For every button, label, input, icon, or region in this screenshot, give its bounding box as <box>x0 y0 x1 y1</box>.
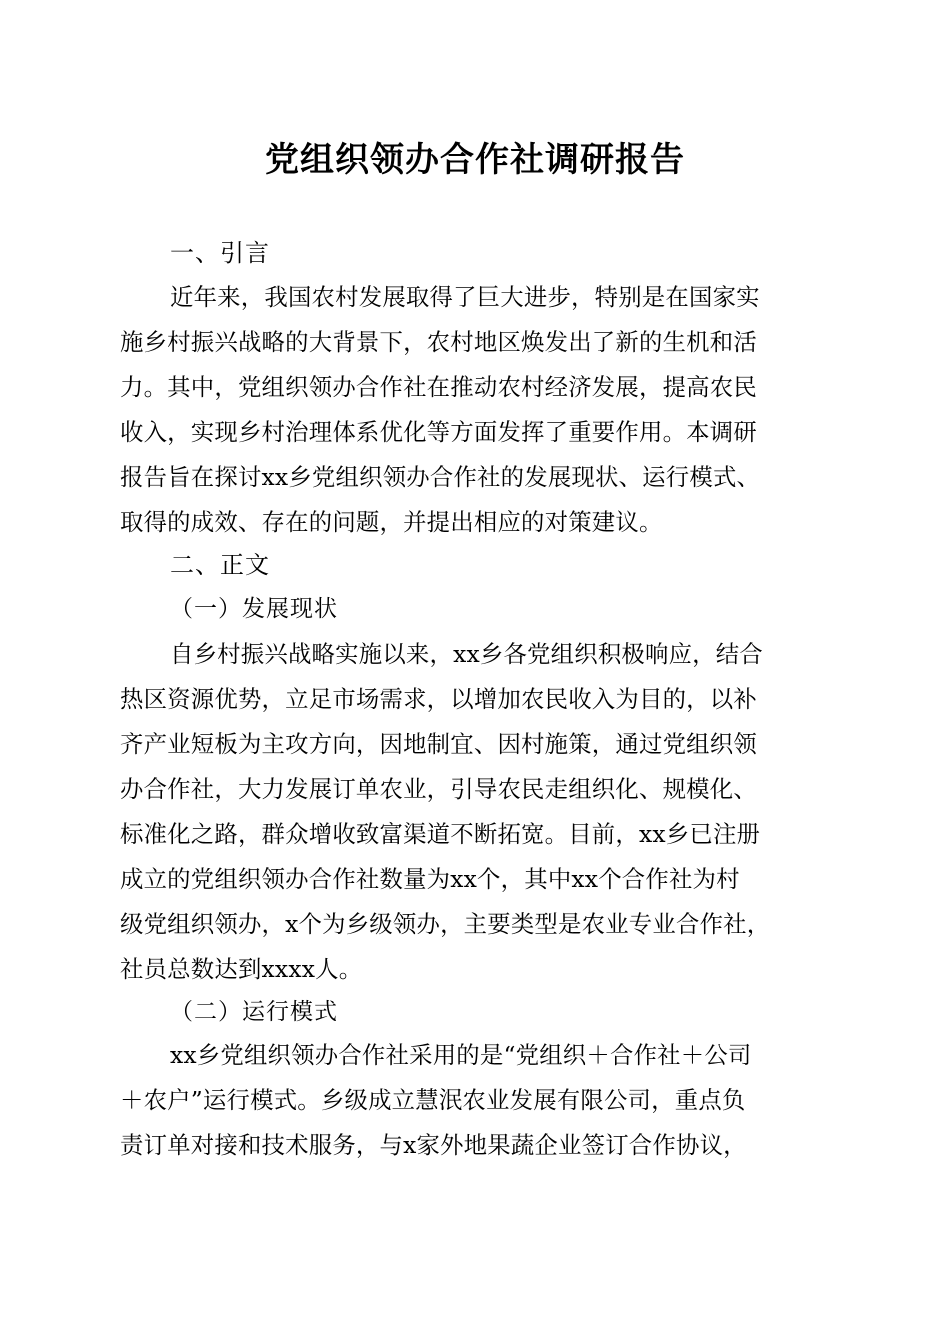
paragraph-line: ＋农户”运行模式。乡级成立慧泯农业发展有限公司，重点负 <box>120 1086 746 1114</box>
paragraph-line: 报告旨在探讨xx乡党组织领办合作社的发展现状、运行模式、 <box>120 463 761 491</box>
operation-model-paragraph <box>120 1033 830 1168</box>
paragraph-line: 级党组织领办，x个为乡级领办，主要类型是农业专业合作社， <box>120 910 771 938</box>
paragraph-line: 办合作社，大力发展订单农业，引导农民走组织化、规模化、 <box>120 775 757 803</box>
section-heading-introduction: 一、引言 <box>170 239 270 267</box>
paragraph-line: 自乡村振兴战略实施以来，xx乡各党组织积极响应，结合 <box>170 640 763 668</box>
subsection-heading-operation-model: （二）运行模式 <box>170 999 338 1025</box>
paragraph-line: 力。其中，党组织领办合作社在推动农村经济发展，提高农民 <box>120 373 757 401</box>
paragraph-line: 责订单对接和技术服务，与x家外地果蔬企业签订合作协议， <box>120 1131 747 1159</box>
document-title: 党组织领办合作社调研报告 <box>265 140 685 180</box>
paragraph-line: 齐产业短板为主攻方向，因地制宜、因村施策，通过党组织领 <box>120 730 757 758</box>
paragraph-line: 施乡村振兴战略的大背景下，农村地区焕发出了新的生机和活 <box>120 328 757 356</box>
subsection-heading-development-status: （一）发展现状 <box>170 596 338 622</box>
paragraph-line: xx乡党组织领办合作社采用的是“党组织＋合作社＋公司 <box>170 1041 752 1069</box>
paragraph-line: 近年来，我国农村发展取得了巨大进步，特别是在国家实 <box>170 283 760 311</box>
section-heading-body: 二、正文 <box>170 551 270 579</box>
development-status-paragraph <box>120 632 830 992</box>
paragraph-line: 成立的党组织领办合作社数量为xx个，其中xx个合作社为村 <box>120 865 740 893</box>
paragraph-line: 收入，实现乡村治理体系优化等方面发挥了重要作用。本调研 <box>120 418 757 446</box>
paragraph-line: 社员总数达到xxxx人。 <box>120 955 363 983</box>
paragraph-line: 取得的成效、存在的问题，并提出相应的对策建议。 <box>120 508 663 536</box>
paragraph-line: 标准化之路，群众增收致富渠道不断拓宽。目前，xx乡已注册 <box>120 820 761 848</box>
introduction-paragraph <box>120 275 830 545</box>
paragraph-line: 热区资源优势，立足市场需求，以增加农民收入为目的，以补 <box>120 685 757 713</box>
